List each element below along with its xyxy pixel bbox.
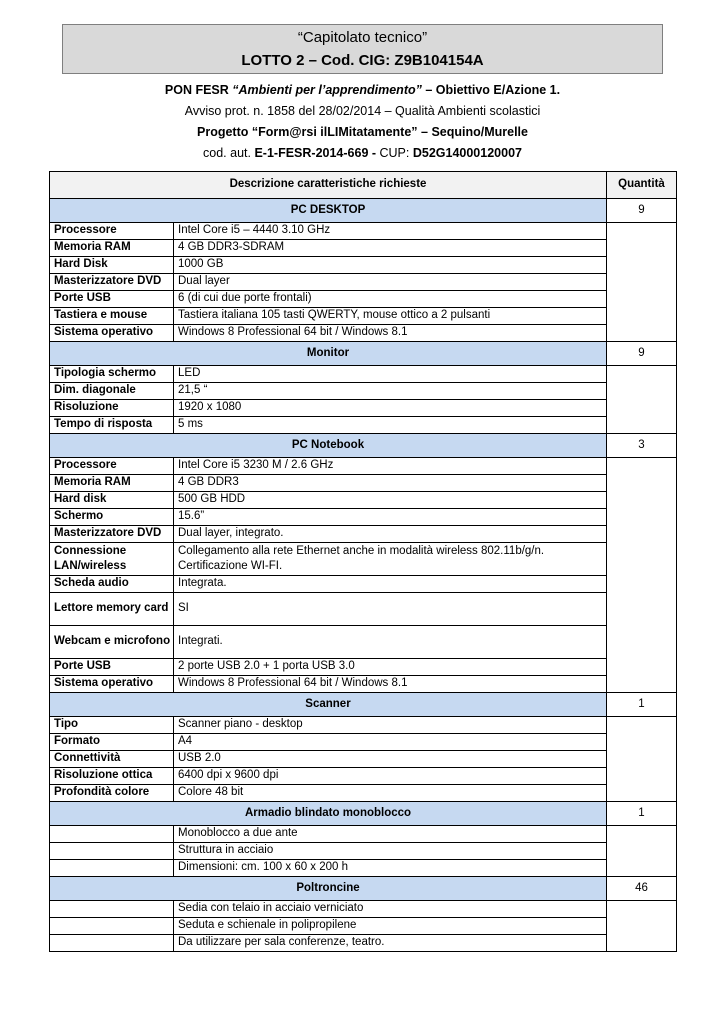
authorization-line: [0, 143, 725, 164]
spec-label: Scheda audio: [50, 576, 174, 593]
lot-code: LOTTO 2 – Cod. CIG: Z9B104154A: [241, 52, 484, 69]
spec-value: Scanner piano - desktop: [174, 717, 607, 734]
spec-value: Windows 8 Professional 64 bit / Windows 8.1: [174, 325, 607, 342]
spec-value: 6 (di cui due porte frontali): [174, 291, 607, 308]
spec-value: 4 GB DDR3: [174, 475, 607, 492]
auth-code: E-1-FESR-2014-669 -: [254, 146, 377, 160]
spec-value: Dimensioni: cm. 100 x 60 x 200 h: [174, 860, 607, 877]
specification-table: [49, 171, 677, 952]
spec-value: Struttura in acciaio: [174, 843, 607, 860]
table-row: [50, 576, 677, 593]
spec-value: Integrati.: [174, 626, 607, 659]
quantity-spacer-cell: [607, 901, 677, 952]
spec-label: Hard disk: [50, 492, 174, 509]
spec-value: A4: [174, 734, 607, 751]
spec-label: Memoria RAM: [50, 475, 174, 492]
spec-label: Formato: [50, 734, 174, 751]
document-title: “Capitolato tecnico”: [297, 29, 428, 46]
spec-label: Sistema operativo: [50, 676, 174, 693]
spec-label: [50, 860, 174, 877]
table-row: [50, 223, 677, 240]
spec-value: Collegamento alla rete Ethernet anche in modalità wireless 802.11b/g/n. Certificazione WI-FI.: [174, 543, 607, 576]
spec-label: Tipo: [50, 717, 174, 734]
table-row: [50, 768, 677, 785]
quantity-spacer-cell: [607, 826, 677, 877]
table-row: [50, 717, 677, 734]
spec-label: Masterizzatore DVD: [50, 274, 174, 291]
column-header-quantity: Quantità: [607, 172, 677, 199]
spec-label: Connettività: [50, 751, 174, 768]
section-quantity: 3: [607, 434, 677, 458]
table-row: [50, 676, 677, 693]
spec-label: Porte USB: [50, 291, 174, 308]
program-line: [0, 80, 725, 101]
auth-prefix: cod. aut.: [203, 146, 255, 160]
spec-value: Sedia con telaio in acciaio verniciato: [174, 901, 607, 918]
program-name: “Ambienti per l’apprendimento”: [232, 83, 422, 97]
section-header-row: [50, 693, 677, 717]
spec-value: Da utilizzare per sala conferenze, teatro.: [174, 935, 607, 952]
table-row: [50, 901, 677, 918]
section-quantity: 46: [607, 877, 677, 901]
table-row: [50, 475, 677, 492]
spec-value: Colore 48 bit: [174, 785, 607, 802]
spec-label: Hard Disk: [50, 257, 174, 274]
spec-value: 5 ms: [174, 417, 607, 434]
spec-value: Tastiera italiana 105 tasti QWERTY, mouse ottico a 2 pulsanti: [174, 308, 607, 325]
table-row: [50, 626, 677, 659]
table-row: [50, 826, 677, 843]
table-row: [50, 400, 677, 417]
spec-label: Memoria RAM: [50, 240, 174, 257]
spec-value: 15.6”: [174, 509, 607, 526]
spec-value: 4 GB DDR3-SDRAM: [174, 240, 607, 257]
quantity-spacer-cell: [607, 458, 677, 693]
spec-label: Tipologia schermo: [50, 366, 174, 383]
spec-label: Masterizzatore DVD: [50, 526, 174, 543]
table-row: [50, 240, 677, 257]
table-row: [50, 366, 677, 383]
section-quantity: 9: [607, 199, 677, 223]
spec-label: Dim. diagonale: [50, 383, 174, 400]
table-row: [50, 417, 677, 434]
table-row: [50, 734, 677, 751]
spec-label: [50, 901, 174, 918]
project-header: [0, 80, 725, 164]
spec-label: [50, 918, 174, 935]
spec-label: Schermo: [50, 509, 174, 526]
table-row: [50, 935, 677, 952]
table-row: [50, 843, 677, 860]
spec-value: 2 porte USB 2.0 + 1 porta USB 3.0: [174, 659, 607, 676]
table-row: [50, 659, 677, 676]
table-row: [50, 274, 677, 291]
table-header-row: [50, 172, 677, 199]
spec-value: Dual layer: [174, 274, 607, 291]
spec-value: LED: [174, 366, 607, 383]
section-quantity: 9: [607, 342, 677, 366]
spec-label: [50, 826, 174, 843]
spec-label: Tastiera e mouse: [50, 308, 174, 325]
notice-line: Avviso prot. n. 1858 del 28/02/2014 – Qualità Ambienti scolastici: [184, 104, 541, 118]
spec-label: Processore: [50, 223, 174, 240]
quantity-spacer-cell: [607, 366, 677, 434]
table-row: [50, 526, 677, 543]
project-line: Progetto “Form@rsi ilLIMitatamente” – Sequino/Murelle: [197, 125, 528, 139]
spec-value: Windows 8 Professional 64 bit / Windows 8.1: [174, 676, 607, 693]
cup-prefix: CUP:: [376, 146, 413, 160]
spec-label: [50, 843, 174, 860]
spec-value: Intel Core i5 3230 M / 2.6 GHz: [174, 458, 607, 475]
table-row: [50, 308, 677, 325]
table-row: [50, 918, 677, 935]
spec-value: Monoblocco a due ante: [174, 826, 607, 843]
spec-value: Dual layer, integrato.: [174, 526, 607, 543]
spec-value: 500 GB HDD: [174, 492, 607, 509]
table-row: [50, 383, 677, 400]
column-header-description: Descrizione caratteristiche richieste: [50, 172, 607, 199]
table-row: [50, 509, 677, 526]
spec-value: 1920 x 1080: [174, 400, 607, 417]
section-header-row: [50, 342, 677, 366]
section-title: PC DESKTOP: [50, 199, 607, 223]
table-row: [50, 751, 677, 768]
spec-label: Porte USB: [50, 659, 174, 676]
spec-value: Seduta e schienale in polipropilene: [174, 918, 607, 935]
quantity-spacer-cell: [607, 717, 677, 802]
spec-label: Profondità colore: [50, 785, 174, 802]
program-prefix: PON FESR: [164, 83, 233, 97]
section-title: Monitor: [50, 342, 607, 366]
spec-label: Sistema operativo: [50, 325, 174, 342]
table-row: [50, 492, 677, 509]
document-title-box: [62, 24, 663, 74]
spec-label: [50, 935, 174, 952]
spec-value: USB 2.0: [174, 751, 607, 768]
table-row: [50, 325, 677, 342]
quantity-spacer-cell: [607, 223, 677, 342]
section-title: Armadio blindato monoblocco: [50, 802, 607, 826]
section-header-row: [50, 802, 677, 826]
section-quantity: 1: [607, 693, 677, 717]
section-title: Poltroncine: [50, 877, 607, 901]
spec-value: Intel Core i5 – 4440 3.10 GHz: [174, 223, 607, 240]
spec-label: Webcam e microfono: [50, 626, 174, 659]
spec-value: Integrata.: [174, 576, 607, 593]
cup-code: D52G14000120007: [412, 146, 522, 160]
spec-value: 6400 dpi x 9600 dpi: [174, 768, 607, 785]
table-row: [50, 860, 677, 877]
section-header-row: [50, 434, 677, 458]
spec-label: Processore: [50, 458, 174, 475]
spec-value: 21,5 “: [174, 383, 607, 400]
table-row: [50, 291, 677, 308]
spec-label: Tempo di risposta: [50, 417, 174, 434]
section-title: PC Notebook: [50, 434, 607, 458]
spec-value: 1000 GB: [174, 257, 607, 274]
spec-label: Risoluzione ottica: [50, 768, 174, 785]
spec-value: SI: [174, 593, 607, 626]
section-header-row: [50, 199, 677, 223]
section-quantity: 1: [607, 802, 677, 826]
spec-label: Lettore memory card: [50, 593, 174, 626]
section-header-row: [50, 877, 677, 901]
program-objective: – Obiettivo E/Azione 1.: [421, 83, 561, 97]
table-row: [50, 593, 677, 626]
table-row: [50, 458, 677, 475]
table-row: [50, 257, 677, 274]
section-title: Scanner: [50, 693, 607, 717]
table-row: [50, 543, 677, 576]
spec-label: Risoluzione: [50, 400, 174, 417]
table-row: [50, 785, 677, 802]
spec-label: Connessione LAN/wireless: [50, 543, 174, 576]
